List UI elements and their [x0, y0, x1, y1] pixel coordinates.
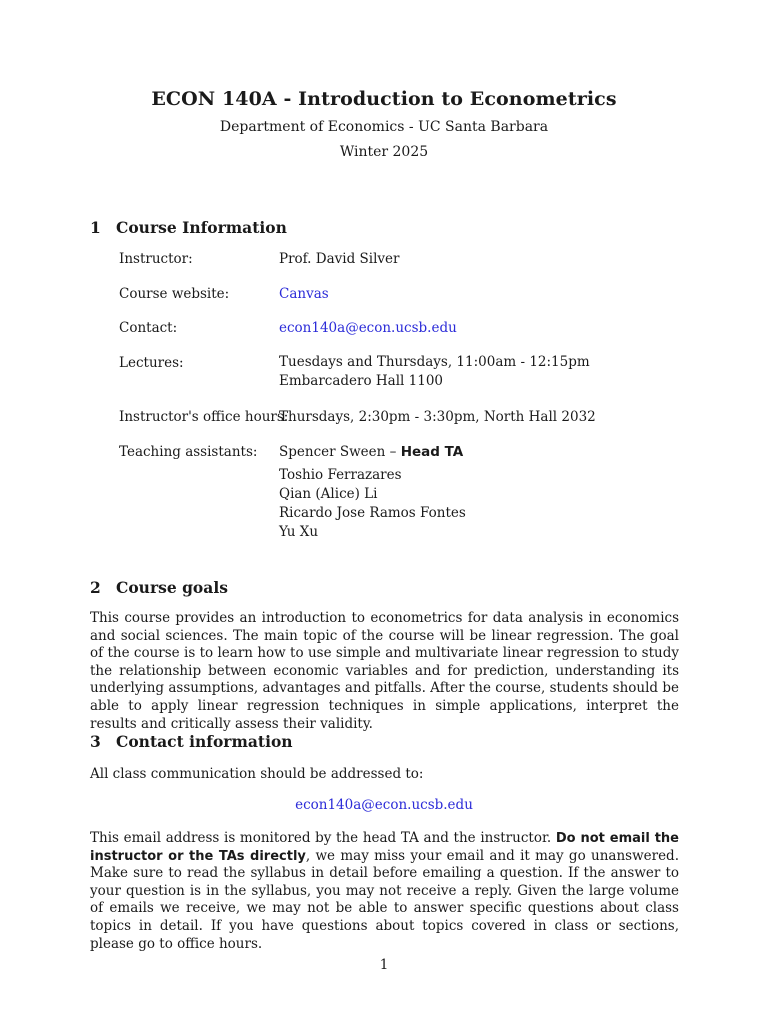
contact-intro: All class communication should be addressed to: [90, 766, 424, 782]
lectures-time: Tuesdays and Thursdays, 11:00am - 12:15pm [279, 354, 590, 370]
section-number: 2 [90, 578, 101, 597]
section-heading-course-information [90, 218, 287, 237]
lectures-location: Embarcadero Hall 1100 [279, 373, 444, 389]
lectures-label: Lectures: [119, 355, 184, 371]
department-line: Department of Economics - UC Santa Barbara [219, 119, 549, 135]
ta-name: Ricardo Jose Ramos Fontes [279, 505, 466, 521]
website-label: Course website: [119, 286, 230, 302]
instructor-label: Instructor: [119, 251, 193, 267]
section-title: Contact information [116, 732, 293, 751]
section-number: 3 [90, 732, 101, 751]
ta-name: Qian (Alice) Li [279, 486, 378, 502]
document-title: ECON 140A - Introduction to Econometrics [151, 88, 617, 110]
office-hours-label: Instructor's office hours: [119, 409, 289, 425]
lectures-value [279, 353, 590, 391]
instructor-value: Prof. David Silver [279, 251, 400, 267]
head-ta-line [279, 443, 463, 462]
section-heading-course-goals [90, 578, 228, 597]
page-number: 1 [379, 957, 389, 973]
section-heading-contact-information [90, 732, 293, 751]
head-ta-name: Spencer Sween – [279, 444, 401, 460]
section-title: Course Information [116, 218, 287, 237]
contact-email-link[interactable]: econ140a@econ.ucsb.edu [279, 320, 457, 336]
ta-name: Yu Xu [279, 524, 319, 540]
teaching-assistants-label: Teaching assistants: [119, 444, 258, 460]
office-hours-value: Thursdays, 2:30pm - 3:30pm, North Hall 2032 [279, 409, 596, 425]
contact-paragraph-end: , we may miss your email and it may go unanswered. Make sure to read the syllabus in detail before emailing a question. If the answer to your question is in the syllabus, you may not receive a reply. Given the large volume of emails we receive, we may not be able to answer specific questions about class topics in detail. If you have questions about topics covered in class or sections, please go to office hours. [90, 847, 679, 952]
canvas-link[interactable]: Canvas [279, 286, 329, 302]
ta-name: Toshio Ferrazares [279, 467, 402, 483]
contact-warning: Do not email the instructor or the TAs directly [90, 831, 679, 864]
contact-label: Contact: [119, 320, 178, 336]
section-number: 1 [90, 218, 101, 237]
contact-paragraph [90, 830, 679, 953]
head-ta-role: Head TA [400, 444, 464, 460]
course-goals-paragraph: This course provides an introduction to econometrics for data analysis in economics and social sciences. The main topic of the course will be linear regression. The goal of the course is to learn how to use simple and multivariate linear regression to study the relationship between economic variables and for prediction, understanding its underlying assumptions, advantages and pitfalls. After the course, students should be able to apply linear regression techniques in simple applications, interpret the results and critically assess their validity. [90, 610, 679, 732]
class-email-link[interactable]: econ140a@econ.ucsb.edu [295, 797, 473, 813]
term-line: Winter 2025 [339, 144, 429, 160]
section-title: Course goals [116, 578, 228, 597]
ta-list [279, 466, 466, 542]
contact-paragraph-start: This email address is monitored by the head TA and the instructor. [90, 830, 556, 846]
